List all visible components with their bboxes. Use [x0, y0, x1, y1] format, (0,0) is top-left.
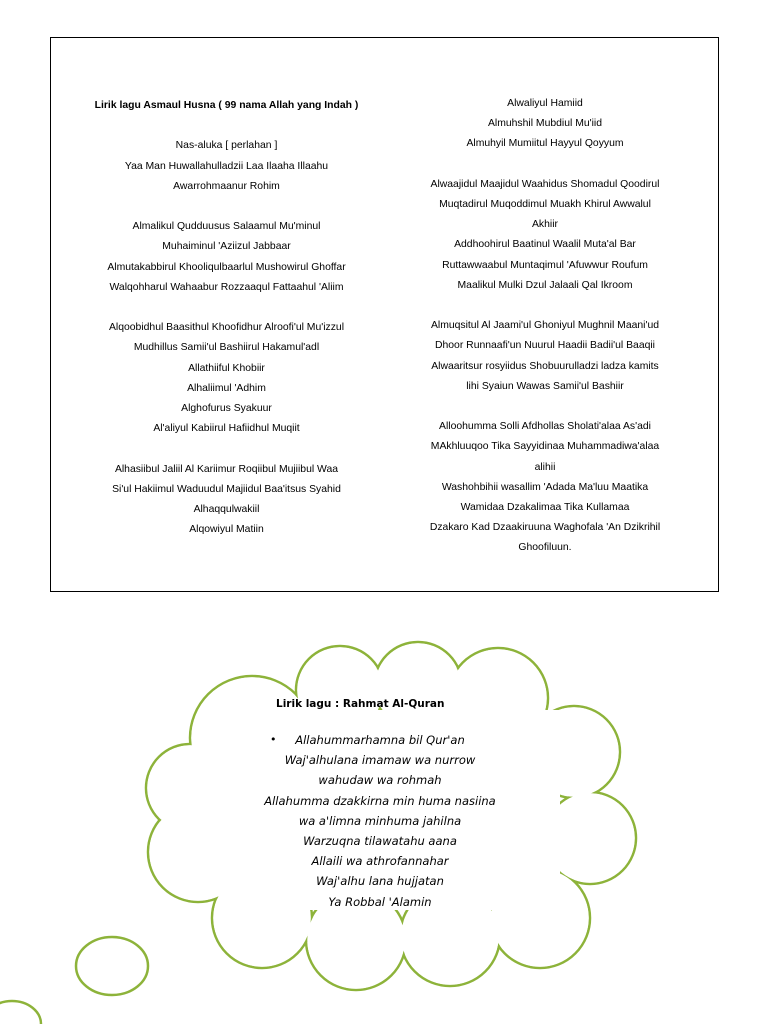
cloud-title: Lirik lagu : Rahmat Al-Quran [276, 698, 445, 710]
cloud-lyric-line: Ya Robbal 'Alamin [328, 894, 432, 909]
lyric-line: Allathiiful Khobiir [188, 362, 265, 374]
lyric-line: Muqtadirul Muqoddimul Muakh Khirul Awwalul [439, 199, 651, 210]
lyric-line: Alhasiibul Jaliil Al Kariimur Roqiibul Mujiibul Waa [114, 463, 339, 475]
lyric-line: alihii [534, 461, 556, 473]
lyric-line: Maalikul Mulki Dzul Jalaali Qal Ikroom [457, 279, 633, 291]
cloud-lyric-line: wahudaw wa rohmah [318, 773, 442, 788]
lyric-line: Muhaiminul 'Aziizul Jabbaar [162, 241, 291, 253]
lyric-line: lihi Syaiun Wawas Samii'ul Bashiir [466, 380, 624, 392]
lyric-line: Almuqsitul Al Jaami'ul Ghoniyul Mughnil Maani'ud [430, 320, 660, 332]
lyric-line: Alwaliyul Hamiid [507, 98, 583, 109]
cloud-lyric-line: Warzuqna tilawatahu aana [303, 834, 457, 849]
cloud-lyric-line: Allahummarhamna bil Qur'an [295, 733, 465, 747]
lyric-line: Ghoofiluun. [518, 542, 572, 554]
lyric-line: Walqohharul Wahaabur Rozzaaqul Fattaahul 'Aliim [109, 281, 344, 293]
lyric-line: Alqoobidhul Baasithul Khoofidhur Alroofi'ul Mu'izzul [108, 322, 344, 334]
lyric-line: Alhaliimul 'Adhim [187, 382, 266, 394]
lyric-line: MAkhluuqoo Tika Sayyidinaa Muhammadiwa'alaa [430, 441, 660, 453]
cloud-lyric-line: Waj'alhulana imamaw wa nurrow [284, 753, 476, 768]
lyric-line: Alghofurus Syakuur [181, 403, 272, 414]
cloud-lyric-line: wa a'limna minhuma jahilna [298, 813, 462, 828]
lyric-line: Almutakabbirul Khooliqulbaarlul Mushowirul Ghoffar [107, 261, 346, 273]
bullet-icon: • [270, 733, 277, 746]
lyric-line: Yaa Man Huwallahulladzii Laa Ilaaha Illaahu [124, 160, 329, 172]
cloud-lyric-line: Waj'alhu lana hujjatan [316, 874, 444, 889]
lyric-line: Dzakaro Kad Dzaakiruuna Waghofala 'An Dzikrihil [429, 522, 661, 534]
lyric-line: Nas-aluka [ perlahan ] [175, 140, 278, 152]
lyric-line: Al'aliyul Kabiirul Hafiidhul Muqiit [153, 423, 300, 435]
lyric-line: Awarrohmaanur Rohim [173, 180, 280, 192]
lyric-line: Almuhshil Mubdiul Mu'iid [487, 118, 603, 130]
lyric-line: Wamidaa Dzakalimaa Tika Kullamaa [460, 502, 630, 514]
song-title: Lirik lagu Asmaul Husna ( 99 nama Allah yang Indah ) [94, 100, 359, 111]
cloud-lines [230, 730, 530, 912]
lyric-line: Alqowiyul Matiin [189, 524, 264, 536]
lyric-line: Washohbihii wasallim 'Adada Ma'luu Maatika [441, 481, 649, 493]
lyric-line: Addhoohirul Baatinul Waalil Muta'al Bar [454, 239, 636, 251]
lyric-line: Dhoor Runnaafi'un Nuurul Haadii Badii'ul Baaqii [435, 340, 655, 352]
lyric-line: Ruttawwaabul Muntaqimul 'Afuwwur Roufum [442, 259, 648, 271]
lyric-line: Alhaqqulwakiil [193, 504, 260, 515]
lyric-line: Si'ul Hakiimul Waduudul Majiidul Baa'itsus Syahid [112, 483, 341, 495]
lyric-line: Alwaajidul Maajidul Waahidus Shomadul Qoodirul [430, 178, 660, 190]
lyric-line: Mudhillus Samii'ul Bashiirul Hakamul'adl [133, 342, 320, 354]
lyric-line: Akhiir [532, 219, 558, 231]
lyric-line: Alloohumma Solli Afdhollas Sholati'alaa As'adi [439, 421, 651, 433]
lyric-line: Almalikul Qudduusus Salaamul Mu'minul [132, 221, 321, 233]
lyric-line: Alwaaritsur rosyiidus Shobuurulladzi ladza kamits [431, 360, 659, 372]
cloud-lyric-line: Allahumma dzakkirna min huma nasiina [264, 793, 496, 808]
lyric-line: Almuhyil Mumiitul Hayyul Qoyyum [466, 138, 624, 150]
cloud-lyric-line: Allaili wa athrofannahar [311, 854, 449, 869]
